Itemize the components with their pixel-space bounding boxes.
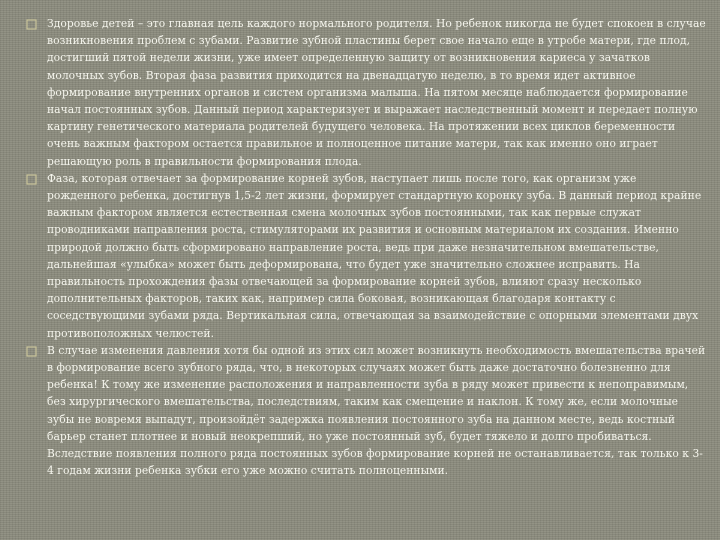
body-paragraph-3 [26, 342, 706, 480]
slide-body [26, 15, 706, 479]
body-paragraph-2 [26, 170, 706, 342]
square-bullet-icon [26, 174, 37, 185]
body-paragraph-1 [26, 15, 706, 170]
square-bullet-icon [26, 346, 37, 357]
paragraph-text: В случае изменения давления хотя бы одной из этих сил может возникнуть необходимость вмешательства врачей в формирование всего зубного ряда, что, в некоторых случаях может быть даже достаточно болезненно для ребенка! К тому же изменение расположения и направленности зуба в ряду может привести к непоправимым, без хирургического вмешательства, последствиям, таким как смещение и наклон. К тому же, если молочные зубы не вовремя выпадут, произойдёт задержка появления постоянного зуба на данном месте, ведь костный барьер станет плотнее и новый неокрепший, но уже постоянный зуб, будет тяжело и долго пробиваться. Вследствие появления полного ряда постоянных зубов формирование корней не останавливается, так только к 3-4 годам жизни ребенка зубки его уже можно считать полноценными. [47, 343, 706, 478]
paragraph-text: Здоровье детей – это главная цель каждого нормального родителя. Но ребенок никогда не будет спокоен в случае возникновения проблем с зубами. Развитие зубной пластины берет свое начало еще в утробе матери, где плод, достигший пятой недели жизни, уже имеет определенную защиту от возникновения кариеса у зачатков молочных зубов. Вторая фаза развития приходится на двенадцатую неделю, в то время идет активное формирование внутренних органов и систем организма малыша. На пятом месяце наблюдается формирование начал постоянных зубов. Данный период характеризует и выражает наследственный момент и передает полную картину генетического материала родителей будущего человека. На протяжении всех циклов беременности очень важным фактором остается правильное и полноценное питание матери, так как именно оно играет решающую роль в правильности формирования плода. [47, 17, 706, 168]
square-bullet-icon [26, 19, 37, 30]
paragraph-text: Фаза, которая отвечает за формирование корней зубов, наступает лишь после того, как организм уже рожденного ребенка, достигнув 1,5-2 лет жизни, формирует стандартную коронку зуба. В данный период крайне важным фактором является естественная смена молочных зубов постоянными, так как первые служат проводниками направления роста, стимуляторами их развития и основным материалом их создания. Именно природой должно быть сформировано направление роста, ведь при даже незначительном вмешательстве, дальнейшая «улыбка» может быть деформирована, что будет уже значительно сложнее исправить. На правильность прохождения фазы отвечающей за формирование корней зубов, влияют сразу несколько дополнительных факторов, таких как, например сила боковая, возникающая благодаря контакту с соседствующими зубами ряда. Вертикальная сила, отвечающая за взаимодействие с опорными элементами двух противоположных челюстей. [47, 171, 702, 340]
